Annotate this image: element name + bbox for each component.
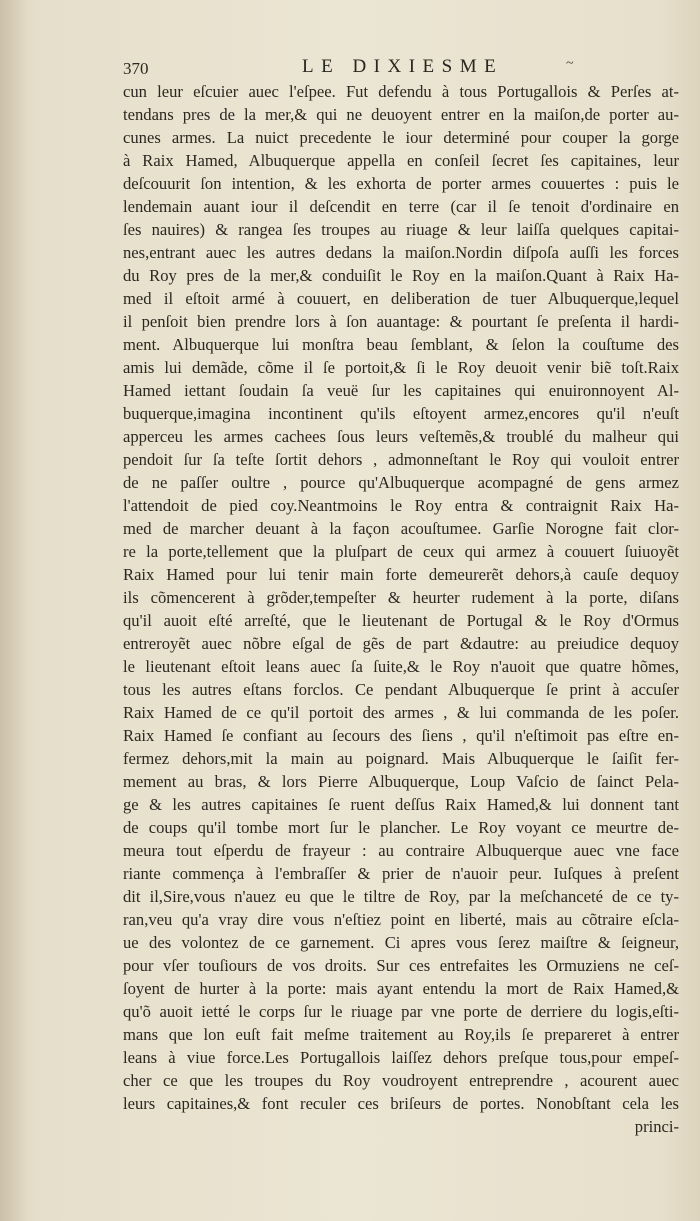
text-line: cun leur eſcuier auec l'eſpee. Fut defendu à tous Portugallois & Perſes at- — [123, 82, 679, 101]
text-line: ſes nauires) & rangea ſes troupes au riuage & leur laiſſa quelques capitai- — [123, 220, 679, 239]
text-line: amis lui demãde, cõme il ſe portoit,& ſi le Roy deuoit venir biẽ toſt.Raix — [123, 358, 679, 377]
text-line: le lieutenant eſtoit leans auec ſa ſuite,& le Roy n'auoit que quatre hõmes, — [123, 657, 679, 676]
text-line: mement au bras, & lors Pierre Albuquerque, Loup Vaſcio de ſainct Pela- — [123, 772, 679, 791]
text-line: tendans pres de la mer,& qui ne deuoyent entrer en la maiſon,de porter au- — [123, 105, 679, 124]
text-line: ſoyent de hurter à la porte: mais ayant entendu la mort de Raix Hamed,& — [123, 979, 679, 998]
text-line: deſcouurit ſon intention, & les exhorta de porter armes couuertes : puis le — [123, 174, 679, 193]
running-head — [118, 56, 638, 80]
text-line: ge & les autres capitaines ſe ruent deſſus Raix Hamed,& lui donnent tant — [123, 795, 679, 814]
text-line: Raix Hamed de ce qu'il portoit des armes , & lui commanda de les poſer. — [123, 703, 679, 722]
text-line: qu'õ auoit ietté le corps ſur le riuage par vne porte de derriere du logis,eſti- — [123, 1002, 679, 1021]
text-line: cunes armes. La nuict precedente le iour determiné pour couper la gorge — [123, 128, 679, 147]
text-line: ran,veu qu'a vray dire vous n'eſtiez point en liberté, mais au cõtraire eſcla- — [123, 910, 679, 929]
text-line: à Raix Hamed, Albuquerque appella en conſeil ſecret ſes capitaines, leur — [123, 151, 679, 170]
catchword: princi- — [634, 1117, 679, 1136]
text-line: dit il,Sire,vous n'auez eu que le tiltre de Roy, par la meſchanceté de ce ty- — [123, 887, 679, 906]
text-line: buquerque,imagina incontinent qu'ils eſtoyent armez,encores qu'il n'euſt — [123, 404, 679, 423]
text-line: du Roy pres de la mer,& conduiſit le Roy en la maiſon.Quant à Raix Ha- — [123, 266, 679, 285]
text-line: l'attendoit de pied coy.Neantmoins le Roy entra & contraignit Raix Ha- — [123, 496, 679, 515]
text-line: meura tout eſperdu de frayeur : au contraire Albuquerque auec vne face — [123, 841, 679, 860]
text-line: leans à viue force.Les Portugallois laiſſez dehors preſque tous,pour empeſ- — [123, 1048, 679, 1067]
chapter-title: LE DIXIESME — [302, 56, 504, 77]
text-line: nes,entrant auec les autres dedans la maiſon.Nordin diſpoſa auſſi les forces — [123, 243, 679, 262]
text-line: riante commença à l'embraſſer & prier de n'auoir peur. Iuſques à preſent — [123, 864, 679, 883]
ornament-mark: ~ — [566, 56, 574, 71]
gutter-shadow — [0, 0, 28, 1221]
page-number: 370 — [123, 59, 149, 78]
text-line: de ne paſſer oultre , pource qu'Albuquerque acompagné de gens armez — [123, 473, 679, 492]
text-line: cher ce que les troupes du Roy voudroyent entreprendre , acourent auec — [123, 1071, 679, 1090]
text-line: Raix Hamed pour lui tenir main forte demeurerẽt dehors,à cauſe dequoy — [123, 565, 679, 584]
text-line: Hamed iettant ſoudain ſa veuë ſur les capitaines qui enuironnoyent Al- — [123, 381, 679, 400]
text-line: med de marcher deuant à la façon acouſtumee. Garſie Norogne fait clor- — [123, 519, 679, 538]
text-line: lendemain auant iour il deſcendit en terre (car il ſe tenoit d'ordinaire en — [123, 197, 679, 216]
text-line: ment. Albuquerque lui monſtra beau ſemblant, & ſelon la couſtume des — [123, 335, 679, 354]
body-text — [123, 80, 679, 1138]
text-line: tous les autres eſtans forclos. Ce pendant Albuquerque ſe print à accuſer — [123, 680, 679, 699]
text-line: leurs capitaines,& font reculer ces briſeurs de portes. Nonobſtant cela les — [123, 1094, 679, 1113]
text-line: qu'il auoit eſté arreſté, que le lieutenant de Portugal & le Roy d'Ormus — [123, 611, 679, 630]
text-line: pendoit ſur ſa teſte ſortit dehors , admonneſtant le Roy qui vouloit entrer — [123, 450, 679, 469]
text-line: il penſoit bien prendre lors à ſon auantage: & pourtant ſe preſenta il hardi- — [123, 312, 679, 331]
text-line: pour vſer touſiours de vos droits. Sur ces entrefaites les Ormuziens ne ceſ- — [123, 956, 679, 975]
text-line: med il eſtoit armé à couuert, en deliberation de tuer Albuquerque,lequel — [123, 289, 679, 308]
text-line: ils cõmencerent à grõder,tempeſter & heurter rudement à la porte, diſans — [123, 588, 679, 607]
text-line: entreroyẽt auec nõbre eſgal de gẽs de part &dautre: au preiudice dequoy — [123, 634, 679, 653]
text-line: apperceu les armes cachees ſous leurs veſtemẽs,& troublé du malheur qui — [123, 427, 679, 446]
text-line: de coups qu'il tombe mort ſur le plancher. Le Roy voyant ce meurtre de- — [123, 818, 679, 837]
text-line: ue des volontez de ce garnement. Ci apres vous ſerez maiſtre & ſeigneur, — [123, 933, 679, 952]
text-line: fermez dehors,mit la main au poignard. Mais Albuquerque le ſaiſit fer- — [123, 749, 679, 768]
text-line: re la porte,tellement que la pluſpart de ceux qui armez à couuert ſuiuoyẽt — [123, 542, 679, 561]
text-line: mans que lon euſt fait meſme traitement au Roy,ils ſe prepareret à entrer — [123, 1025, 679, 1044]
text-line: Raix Hamed ſe confiant au ſecours des ſiens , qu'il n'eſtimoit pas eſtre en- — [123, 726, 679, 745]
